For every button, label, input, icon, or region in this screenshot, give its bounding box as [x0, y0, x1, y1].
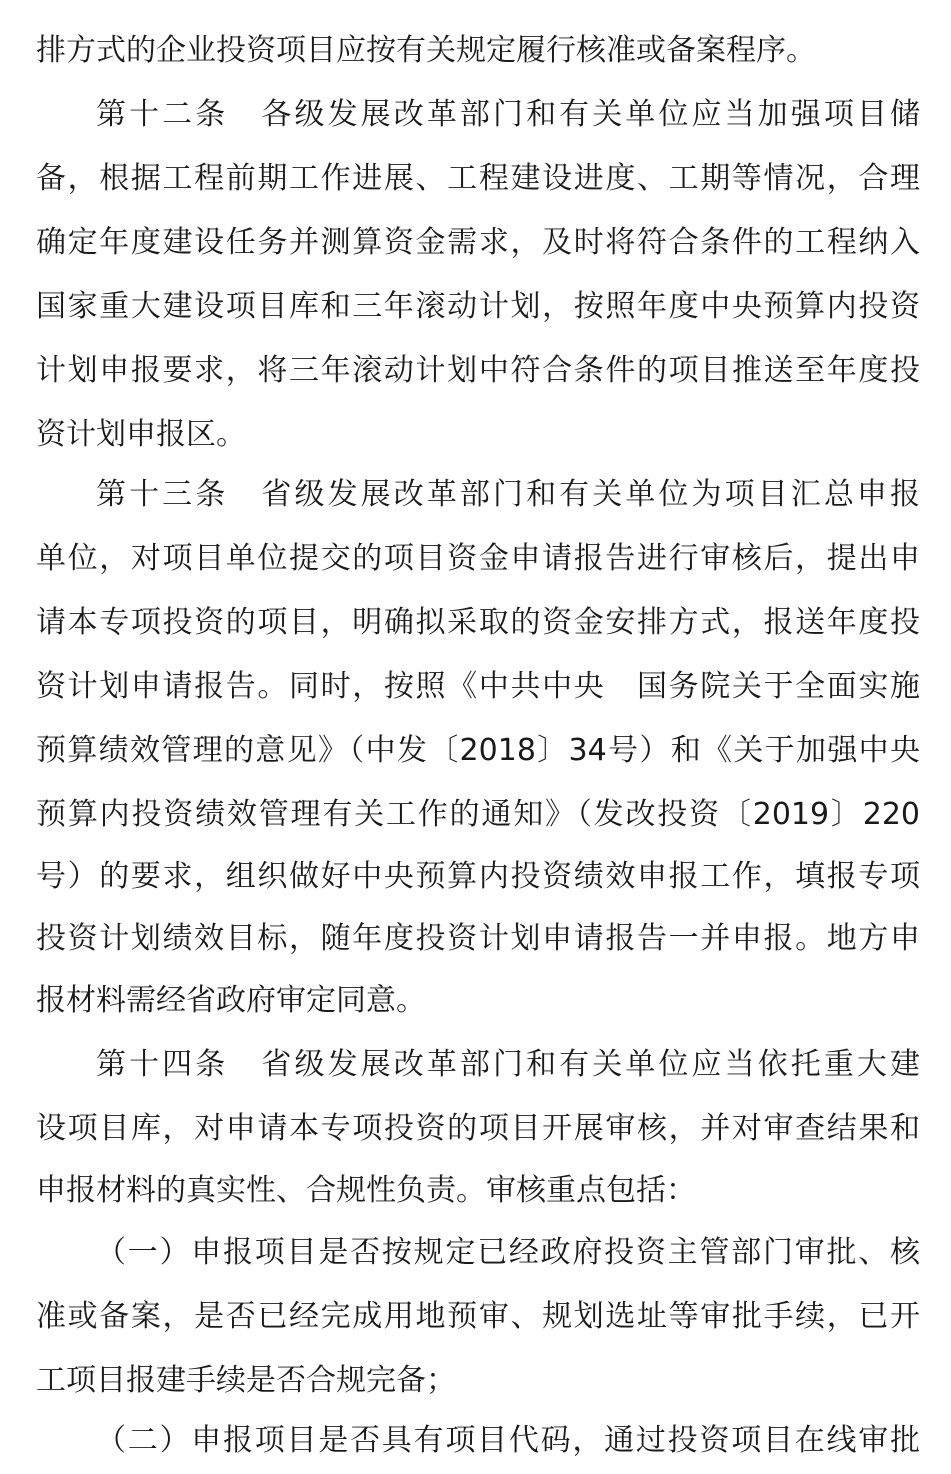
article-14-first-line [96, 1034, 920, 1096]
text-line: 号）的要求，组织做好中央预算内投资绩效申报工作，填报专项 [36, 859, 920, 894]
article-heading: 第十三条 [96, 477, 229, 512]
text-line: 各级发展改革部门和有关单位应当加强项目储 [258, 97, 921, 132]
article-heading: 第十四条 [96, 1047, 229, 1082]
text-line: 国家重大建设项目库和三年滚动计划，按照年度中央预算内投资 [36, 289, 920, 324]
article-13-first-line [96, 464, 920, 526]
text-line: 设项目库，对申请本专项投资的项目开展审核，并对审查结果和 [36, 1111, 920, 1146]
text-line: 单位，对项目单位提交的项目资金申请报告进行审核后，提出申 [36, 541, 920, 576]
list-item-2-first-line: （二）申报项目是否具有项目代码，通过投资项目在线审批 [96, 1423, 920, 1458]
text-line: 预算绩效管理的意见》（中发〔2018〕34号）和《关于加强中央 [36, 733, 920, 768]
list-item-1-first-line: （一）申报项目是否按规定已经政府投资主管部门审批、核 [96, 1235, 920, 1270]
text-line: 资计划申报区。 [36, 417, 246, 452]
text-line: 请本专项投资的项目，明确拟采取的资金安排方式，报送年度投 [36, 605, 920, 640]
text-line: 申报材料的真实性、合规性负责。审核重点包括： [36, 1173, 696, 1208]
text-line: 备，根据工程前期工作进展、工程建设进度、工期等情况，合理 [36, 161, 920, 196]
article-12-first-line [96, 84, 920, 146]
text-line: 报材料需经省政府审定同意。 [36, 983, 426, 1018]
text-line: 准或备案，是否已经完成用地预审、规划选址等审批手续，已开 [36, 1299, 920, 1334]
article-heading: 第十二条 [96, 97, 229, 132]
text-line: 预算内投资绩效管理有关工作的通知》（发改投资〔2019〕220 [36, 797, 920, 832]
text-line: 工项目报建手续是否合规完备； [36, 1363, 456, 1398]
text-line: 省级发展改革部门和有关单位为项目汇总申报 [258, 477, 921, 512]
text-line: 确定年度建设任务并测算资金需求，及时将符合条件的工程纳入 [36, 225, 920, 260]
text-line: 计划申报要求，将三年滚动计划中符合条件的项目推送至年度投 [36, 353, 920, 388]
text-line: 省级发展改革部门和有关单位应当依托重大建 [258, 1047, 921, 1082]
text-line: 投资计划绩效目标，随年度投资计划申请报告一并申报。地方申 [36, 921, 920, 956]
text-line: 资计划申请报告。同时，按照《中共中央 国务院关于全面实施 [36, 669, 920, 704]
text-line: 排方式的企业投资项目应按有关规定履行核准或备案程序。 [36, 33, 816, 68]
